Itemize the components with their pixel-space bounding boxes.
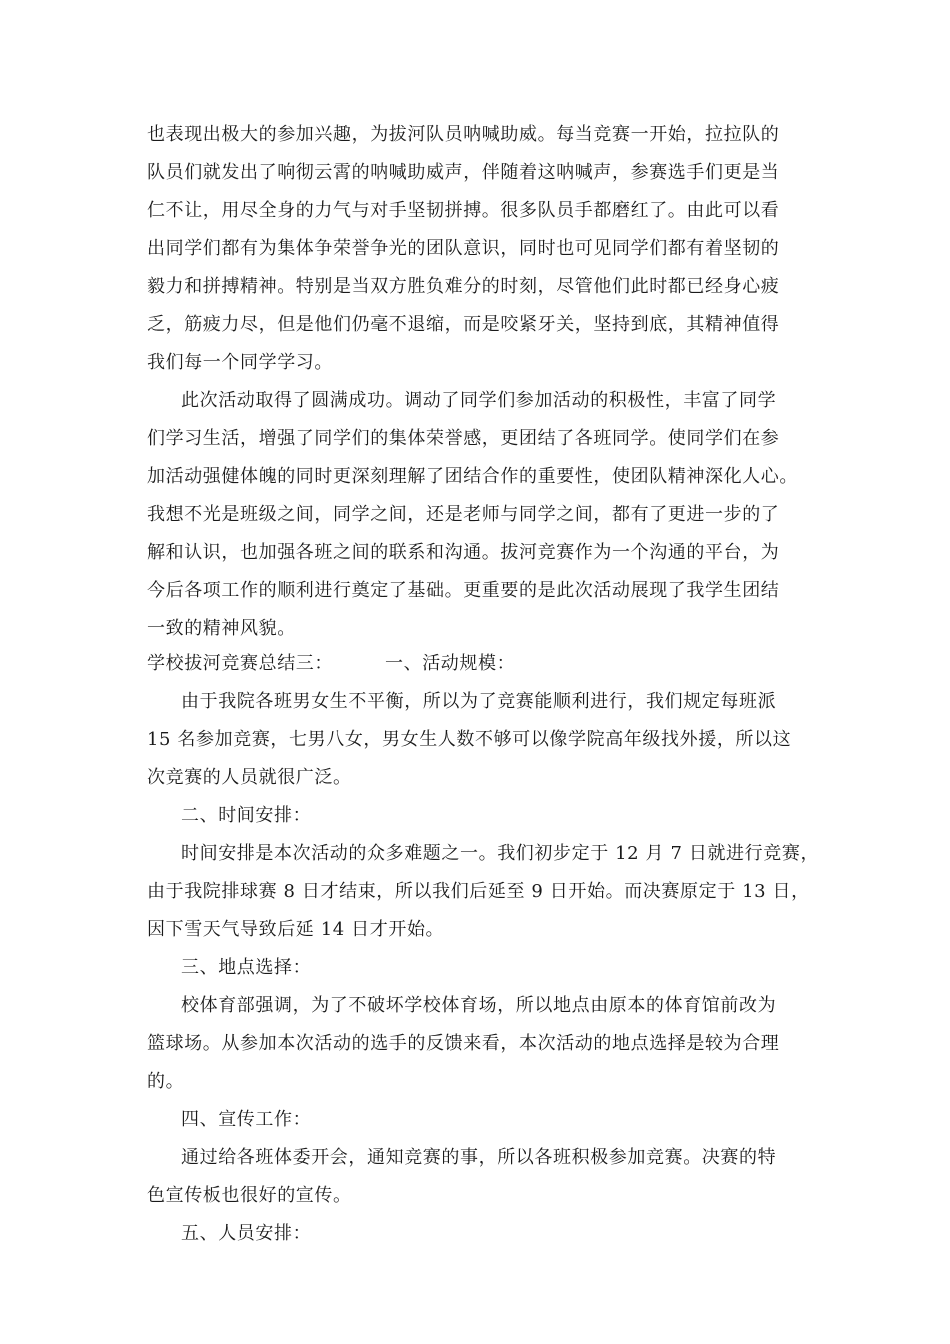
paragraph-line: 15 名参加竞赛，七男八女，男女生人数不够可以像学院高年级找外援，所以这: [147, 729, 792, 750]
paragraph-line: 次竞赛的人员就很广泛。: [147, 767, 352, 788]
subheading-line: 二、时间安排：: [181, 805, 312, 826]
paragraph-line: 今后各项工作的顺利进行奠定了基础。更重要的是此次活动展现了我学生团结: [147, 580, 780, 601]
paragraph-line: 解和认识，也加强各班之间的联系和沟通。拔河竞赛作为一个沟通的平台，为: [147, 542, 780, 563]
paragraph-line: 毅力和拼搏精神。特别是当双方胜负难分的时刻，尽管他们此时都已经身心疲: [147, 276, 780, 297]
subheading-line: 四、宣传工作：: [181, 1109, 312, 1130]
paragraph-line: 因下雪天气导致后延 14 日才开始。: [147, 919, 445, 940]
paragraph-line: 色宣传板也很好的宣传。: [147, 1185, 352, 1206]
paragraph-line: 校体育部强调，为了不破坏学校体育场，所以地点由原本的体育馆前改为: [181, 995, 777, 1016]
paragraph-line: 通过给各班体委开会，通知竞赛的事，所以各班积极参加竞赛。决赛的特: [181, 1147, 777, 1168]
paragraph-line: 出同学们都有为集体争荣誉争光的团队意识，同时也可见同学们都有着坚韧的: [147, 238, 780, 259]
subheading-line: 五、人员安排：: [181, 1223, 312, 1244]
paragraph-line: 仁不让，用尽全身的力气与对手坚韧拼搏。很多队员手都磨红了。由此可以看: [147, 200, 780, 221]
section-title: 学校拔河竞赛总结三：: [147, 653, 333, 674]
paragraph-line: 由于我院各班男女生不平衡，所以为了竞赛能顺利进行，我们规定每班派: [181, 691, 777, 712]
section-subheading: 一、活动规模：: [385, 653, 516, 674]
paragraph-line: 乏，筋疲力尽，但是他们仍毫不退缩，而是咬紧牙关，坚持到底，其精神值得: [147, 314, 780, 335]
paragraph-line: 由于我院排球赛 8 日才结束，所以我们后延至 9 日开始。而决赛原定于 13 日，: [147, 881, 810, 902]
paragraph-line: 一致的精神风貌。: [147, 618, 296, 639]
paragraph-line: 们学习生活，增强了同学们的集体荣誉感，更团结了各班同学。使同学们在参: [147, 428, 780, 449]
paragraph-line: 的。: [147, 1071, 185, 1092]
paragraph-line: 队员们就发出了响彻云霄的呐喊助威声，伴随着这呐喊声，参赛选手们更是当: [147, 162, 780, 183]
paragraph-line: 我们每一个同学学习。: [147, 352, 333, 373]
paragraph-line: 我想不光是班级之间，同学之间，还是老师与同学之间，都有了更进一步的了: [147, 504, 780, 525]
paragraph-line: 时间安排是本次活动的众多难题之一。我们初步定于 12 月 7 日就进行竞赛，: [181, 843, 820, 864]
paragraph-line: 也表现出极大的参加兴趣，为拔河队员呐喊助威。每当竞赛一开始，拉拉队的: [147, 124, 780, 145]
paragraph-line: 此次活动取得了圆满成功。调动了同学们参加活动的积极性，丰富了同学: [181, 390, 777, 411]
paragraph-line: 篮球场。从参加本次活动的选手的反馈来看，本次活动的地点选择是较为合理: [147, 1033, 780, 1054]
section-heading: [147, 653, 515, 675]
subheading-line: 三、地点选择：: [181, 957, 312, 978]
paragraph-line: 加活动强健体魄的同时更深刻理解了团结合作的重要性，使团队精神深化人心。: [147, 466, 798, 487]
